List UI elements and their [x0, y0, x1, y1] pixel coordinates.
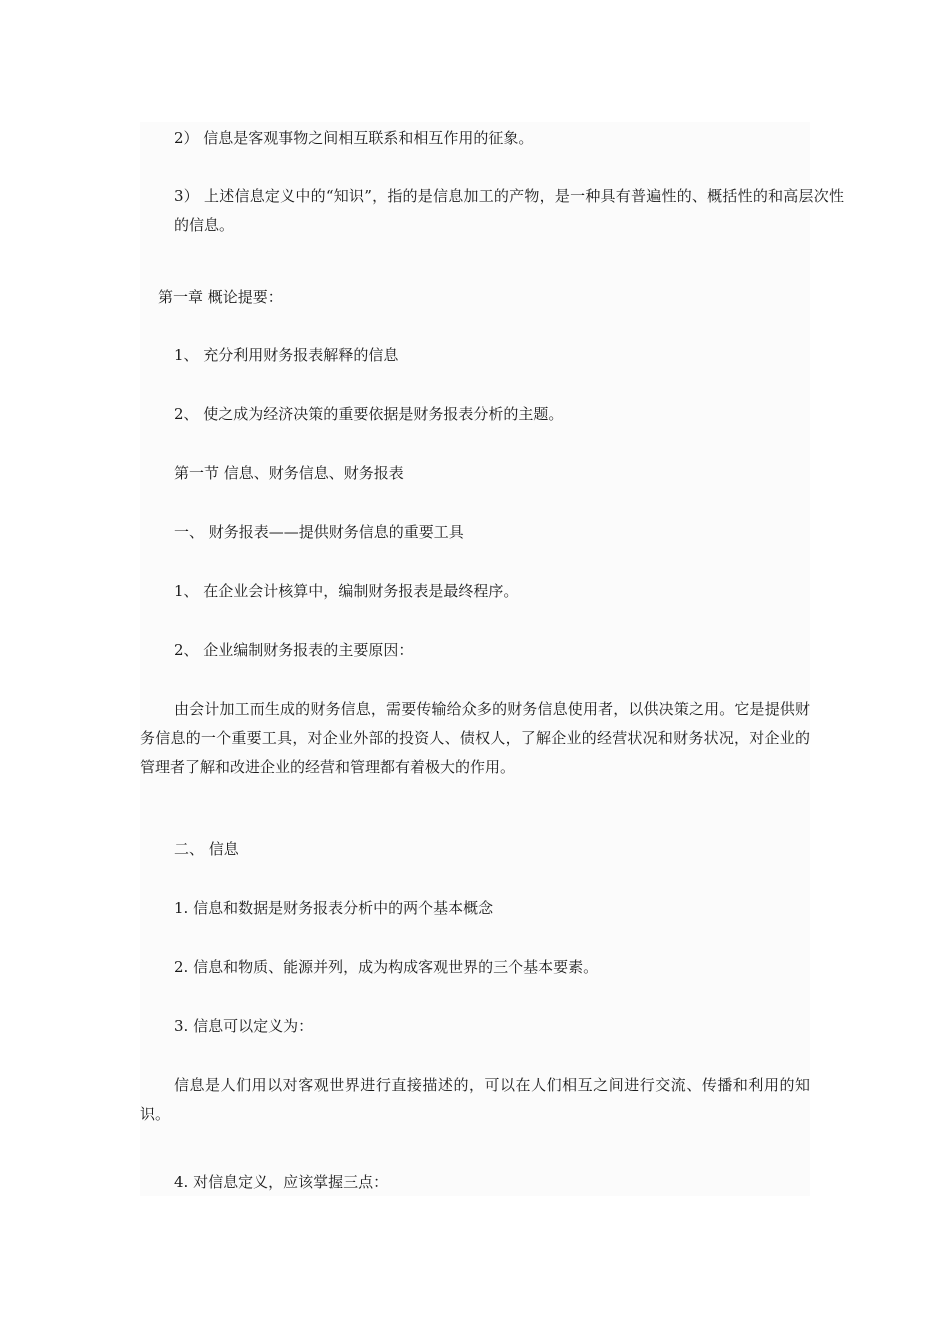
document-body — [140, 122, 844, 1196]
info-item-1: 1. 信息和数据是财务报表分析中的两个基本概念 — [174, 899, 494, 917]
chapter-heading: 第一章 概论提要： — [158, 288, 283, 306]
body-paragraph-definition: 信息是人们用以对客观世界进行直接描述的，可以在人们相互之间进行交流、传播和利用的知识。 — [140, 1076, 810, 1123]
info-item-3: 3. 信息可以定义为： — [174, 1017, 314, 1035]
summary-item-1: 1、 充分利用财务报表解释的信息 — [174, 346, 399, 364]
subsection-heading-1: 一、 财务报表——提供财务信息的重要工具 — [174, 523, 464, 541]
info-item-2: 2. 信息和物质、能源并列，成为构成客观世界的三个基本要素。 — [174, 958, 599, 976]
section-heading: 第一节 信息、财务信息、财务报表 — [174, 464, 404, 482]
summary-item-2: 2、 使之成为经济决策的重要依据是财务报表分析的主题。 — [174, 405, 564, 423]
paragraph-item-2: 2） 信息是客观事物之间相互联系和相互作用的征象。 — [174, 129, 534, 147]
list-item-1: 1、 在企业会计核算中，编制财务报表是最终程序。 — [174, 582, 519, 600]
body-paragraph-reasons: 由会计加工而生成的财务信息，需要传输给众多的财务信息使用者，以供决策之用。它是提供财务信息的一个重要工具，对企业外部的投资人、债权人，了解企业的经营状况和财务状况，对企业的管理者了解和改进企业的经营和管理都有着极大的作用。 — [140, 700, 810, 776]
list-item-2: 2、 企业编制财务报表的主要原因： — [174, 641, 414, 659]
paragraph-item-3: 3） 上述信息定义中的“知识”，指的是信息加工的产物，是一种具有普遍性的、概括性的和高层次性的信息。 — [174, 187, 844, 234]
info-item-4: 4. 对信息定义，应该掌握三点： — [174, 1173, 389, 1191]
subsection-heading-2: 二、 信息 — [174, 840, 239, 858]
